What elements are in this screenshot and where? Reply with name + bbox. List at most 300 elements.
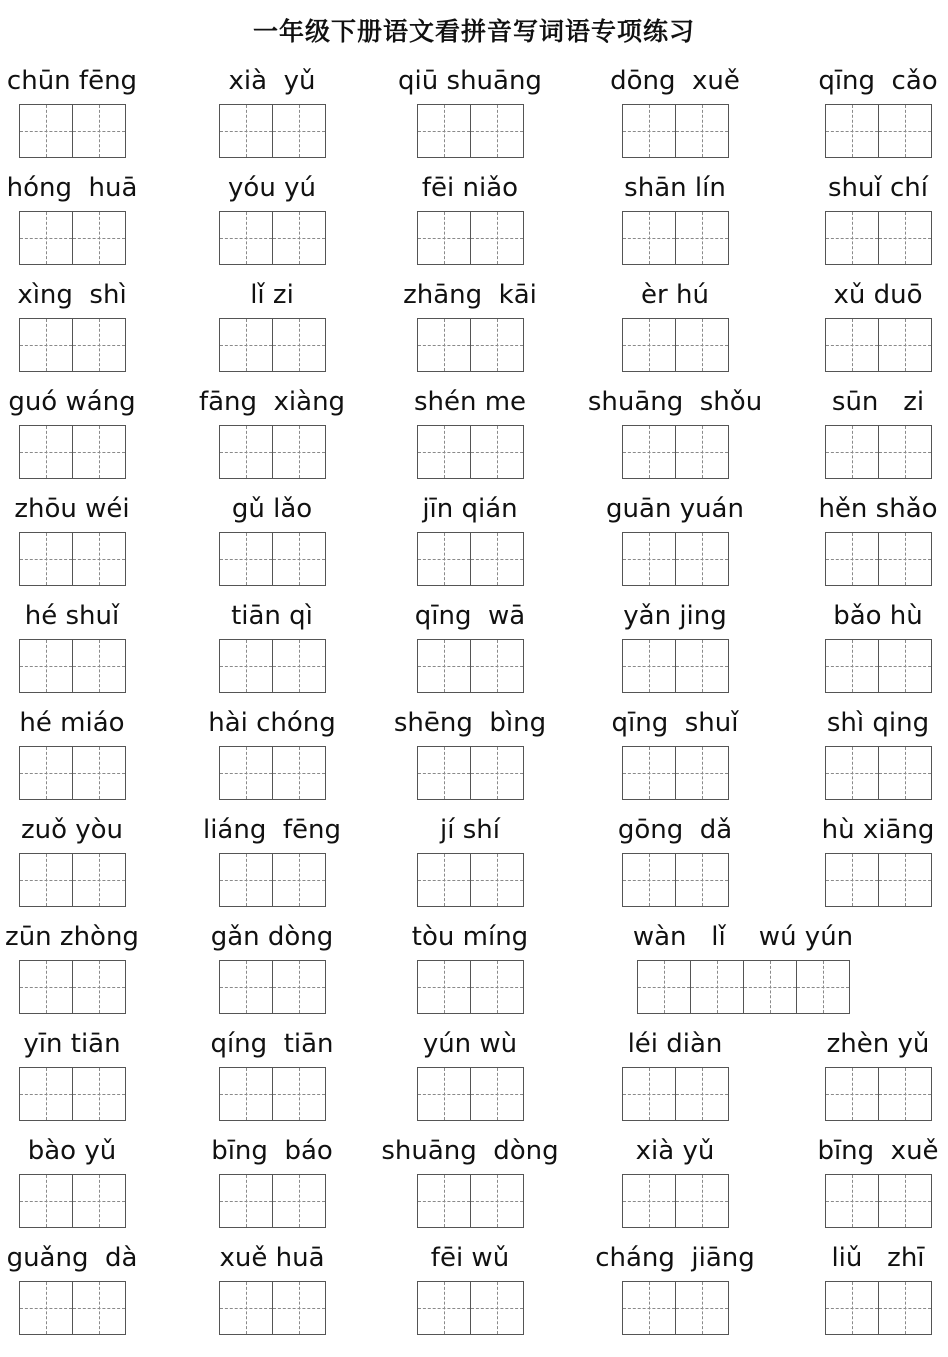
word-item <box>788 813 948 913</box>
writing-grid <box>219 960 326 1014</box>
word-item <box>585 385 765 485</box>
writing-grid <box>19 425 126 479</box>
pinyin-label: bīng báo <box>211 1136 333 1166</box>
tian-zi-box[interactable] <box>622 1281 676 1335</box>
pinyin-label: xià yǔ <box>635 1136 715 1166</box>
writing-grid <box>219 1067 326 1121</box>
writing-grid <box>417 960 524 1014</box>
word-item <box>585 171 765 271</box>
writing-grid <box>19 532 126 586</box>
writing-grid <box>622 1067 729 1121</box>
tian-zi-box[interactable] <box>417 425 471 479</box>
writing-grid <box>622 318 729 372</box>
writing-grid <box>622 211 729 265</box>
exercise-row <box>0 706 948 806</box>
pinyin-label: fēi wǔ <box>430 1243 510 1273</box>
word-item <box>380 1027 560 1127</box>
tian-zi-box[interactable] <box>622 211 676 265</box>
writing-grid <box>19 746 126 800</box>
writing-grid <box>825 532 932 586</box>
tian-zi-box[interactable] <box>417 318 471 372</box>
tian-zi-box[interactable] <box>272 1174 326 1228</box>
pinyin-label: shuǐ chí <box>828 173 928 203</box>
tian-zi-box[interactable] <box>675 1067 729 1121</box>
word-item <box>380 920 560 1020</box>
tian-zi-box[interactable] <box>470 211 524 265</box>
pinyin-label: hài chóng <box>208 708 336 738</box>
writing-grid <box>219 746 326 800</box>
pinyin-label: qīng cǎo <box>818 66 938 96</box>
word-item <box>182 813 362 913</box>
writing-grid <box>622 532 729 586</box>
exercise-row <box>0 64 948 164</box>
tian-zi-box[interactable] <box>470 960 524 1014</box>
writing-grid <box>622 104 729 158</box>
tian-zi-box[interactable] <box>219 960 273 1014</box>
tian-zi-box[interactable] <box>470 104 524 158</box>
tian-zi-box[interactable] <box>272 853 326 907</box>
word-item <box>0 1027 162 1127</box>
writing-grid <box>19 1281 126 1335</box>
writing-grid <box>825 639 932 693</box>
word-item <box>182 171 362 271</box>
tian-zi-box[interactable] <box>19 425 73 479</box>
writing-grid <box>19 1067 126 1121</box>
tian-zi-box[interactable] <box>219 532 273 586</box>
exercise-row <box>0 385 948 485</box>
tian-zi-box[interactable] <box>19 318 73 372</box>
tian-zi-box[interactable] <box>470 853 524 907</box>
tian-zi-box[interactable] <box>219 425 273 479</box>
tian-zi-box[interactable] <box>72 1067 126 1121</box>
tian-zi-box[interactable] <box>417 104 471 158</box>
tian-zi-box[interactable] <box>219 1067 273 1121</box>
pinyin-label: bào yǔ <box>27 1136 117 1166</box>
writing-grid <box>825 1174 932 1228</box>
tian-zi-box[interactable] <box>675 1281 729 1335</box>
tian-zi-box[interactable] <box>825 425 879 479</box>
tian-zi-box[interactable] <box>219 318 273 372</box>
tian-zi-box[interactable] <box>72 104 126 158</box>
tian-zi-box[interactable] <box>825 318 879 372</box>
writing-grid <box>825 853 932 907</box>
tian-zi-box[interactable] <box>72 1281 126 1335</box>
tian-zi-box[interactable] <box>825 532 879 586</box>
word-item <box>788 706 948 806</box>
pinyin-label: hù xiāng <box>821 815 935 845</box>
tian-zi-box[interactable] <box>878 104 932 158</box>
pinyin-label: èr hú <box>641 280 709 310</box>
word-item <box>380 64 560 164</box>
tian-zi-box[interactable] <box>417 639 471 693</box>
pinyin-label: fāng xiàng <box>198 387 346 417</box>
writing-grid <box>622 1174 729 1228</box>
tian-zi-box[interactable] <box>878 211 932 265</box>
tian-zi-box[interactable] <box>19 853 73 907</box>
tian-zi-box[interactable] <box>878 532 932 586</box>
tian-zi-box[interactable] <box>470 318 524 372</box>
pinyin-label: wàn lǐ wú yún <box>632 922 854 952</box>
tian-zi-box[interactable] <box>825 746 879 800</box>
word-item <box>585 64 765 164</box>
word-item <box>182 920 362 1020</box>
pinyin-label: hóng huā <box>6 173 138 203</box>
word-item <box>788 64 948 164</box>
word-item <box>380 706 560 806</box>
tian-zi-box[interactable] <box>72 639 126 693</box>
writing-grid <box>825 318 932 372</box>
pinyin-label: guǎng dà <box>6 1243 138 1273</box>
tian-zi-box[interactable] <box>622 425 676 479</box>
word-item <box>598 920 888 1020</box>
pinyin-label: shān lín <box>624 173 726 203</box>
word-item <box>788 492 948 592</box>
writing-grid <box>637 960 850 1014</box>
tian-zi-box[interactable] <box>878 639 932 693</box>
pinyin-label: zhèn yǔ <box>826 1029 930 1059</box>
writing-grid <box>417 318 524 372</box>
writing-grid <box>825 211 932 265</box>
pinyin-label: xìng shì <box>17 280 127 310</box>
writing-grid <box>219 104 326 158</box>
pinyin-label: gǔ lǎo <box>231 494 313 524</box>
writing-grid <box>219 318 326 372</box>
tian-zi-box[interactable] <box>675 639 729 693</box>
pinyin-label: hěn shǎo <box>818 494 938 524</box>
pinyin-label: qīng shuǐ <box>611 708 739 738</box>
pinyin-label: shuāng shǒu <box>587 387 763 417</box>
writing-grid <box>219 211 326 265</box>
pinyin-label: lǐ zi <box>250 280 294 310</box>
word-item <box>380 599 560 699</box>
exercise-row <box>0 1134 948 1234</box>
tian-zi-box[interactable] <box>470 1281 524 1335</box>
tian-zi-box[interactable] <box>272 746 326 800</box>
pinyin-label: hé shuǐ <box>24 601 120 631</box>
tian-zi-box[interactable] <box>19 1067 73 1121</box>
pinyin-label: yóu yú <box>228 173 316 203</box>
tian-zi-box[interactable] <box>622 746 676 800</box>
writing-grid <box>417 425 524 479</box>
tian-zi-box[interactable] <box>825 104 879 158</box>
tian-zi-box[interactable] <box>470 746 524 800</box>
writing-grid <box>622 425 729 479</box>
writing-grid <box>219 853 326 907</box>
tian-zi-box[interactable] <box>622 104 676 158</box>
writing-grid <box>219 1281 326 1335</box>
word-item <box>0 385 162 485</box>
exercise-row <box>0 492 948 592</box>
word-item <box>182 64 362 164</box>
pinyin-label: liáng fēng <box>202 815 342 845</box>
tian-zi-box[interactable] <box>417 532 471 586</box>
pinyin-label: shén me <box>413 387 527 417</box>
pinyin-label: léi diàn <box>627 1029 723 1059</box>
tian-zi-box[interactable] <box>470 532 524 586</box>
tian-zi-box[interactable] <box>675 746 729 800</box>
pinyin-label: zhāng kāi <box>403 280 537 310</box>
writing-grid <box>219 639 326 693</box>
tian-zi-box[interactable] <box>825 853 879 907</box>
pinyin-label: qiū shuāng <box>398 66 542 96</box>
word-item <box>0 64 162 164</box>
tian-zi-box[interactable] <box>72 746 126 800</box>
writing-grid <box>417 1067 524 1121</box>
pinyin-label: yǎn jing <box>623 601 727 631</box>
tian-zi-box[interactable] <box>622 318 676 372</box>
tian-zi-box[interactable] <box>878 1067 932 1121</box>
writing-grid <box>417 1281 524 1335</box>
pinyin-label: qīng wā <box>414 601 526 631</box>
pinyin-label: yīn tiān <box>23 1029 121 1059</box>
word-item <box>585 1241 765 1341</box>
word-item <box>585 1027 765 1127</box>
word-item <box>788 1027 948 1127</box>
word-item <box>585 706 765 806</box>
pinyin-label: xuě huā <box>219 1243 325 1273</box>
tian-zi-box[interactable] <box>417 1174 471 1228</box>
tian-zi-box[interactable] <box>72 318 126 372</box>
word-item <box>585 813 765 913</box>
tian-zi-box[interactable] <box>219 104 273 158</box>
writing-grid <box>825 104 932 158</box>
pinyin-label: gǎn dòng <box>210 922 334 952</box>
word-item <box>788 1241 948 1341</box>
exercise-row <box>0 813 948 913</box>
tian-zi-box[interactable] <box>878 853 932 907</box>
pinyin-label: sūn zi <box>831 387 925 417</box>
tian-zi-box[interactable] <box>825 1067 879 1121</box>
pinyin-label: hé miáo <box>19 708 125 738</box>
tian-zi-box[interactable] <box>675 211 729 265</box>
word-item <box>182 599 362 699</box>
exercise-row <box>0 920 948 1020</box>
writing-grid <box>622 639 729 693</box>
tian-zi-box[interactable] <box>417 853 471 907</box>
pinyin-label: shuāng dòng <box>381 1136 559 1166</box>
tian-zi-box[interactable] <box>417 960 471 1014</box>
tian-zi-box[interactable] <box>675 104 729 158</box>
tian-zi-box[interactable] <box>417 746 471 800</box>
word-item <box>0 1134 162 1234</box>
tian-zi-box[interactable] <box>675 318 729 372</box>
tian-zi-box[interactable] <box>637 960 691 1014</box>
tian-zi-box[interactable] <box>72 211 126 265</box>
word-item <box>380 385 560 485</box>
word-item <box>182 1241 362 1341</box>
word-item <box>380 278 560 378</box>
pinyin-label: tòu míng <box>411 922 529 952</box>
word-item <box>0 278 162 378</box>
tian-zi-box[interactable] <box>622 853 676 907</box>
tian-zi-box[interactable] <box>470 1174 524 1228</box>
tian-zi-box[interactable] <box>19 746 73 800</box>
pinyin-label: dōng xuě <box>610 66 740 96</box>
writing-grid <box>417 104 524 158</box>
tian-zi-box[interactable] <box>878 1281 932 1335</box>
writing-grid <box>825 1067 932 1121</box>
tian-zi-box[interactable] <box>417 1281 471 1335</box>
tian-zi-box[interactable] <box>675 425 729 479</box>
tian-zi-box[interactable] <box>19 532 73 586</box>
pinyin-label: qíng tiān <box>210 1029 334 1059</box>
tian-zi-box[interactable] <box>19 1281 73 1335</box>
pinyin-label: guó wáng <box>8 387 136 417</box>
word-item <box>0 813 162 913</box>
writing-grid <box>19 211 126 265</box>
tian-zi-box[interactable] <box>219 1281 273 1335</box>
pinyin-label: zūn zhòng <box>5 922 139 952</box>
tian-zi-box[interactable] <box>675 853 729 907</box>
tian-zi-box[interactable] <box>219 746 273 800</box>
writing-grid <box>417 639 524 693</box>
writing-grid <box>219 425 326 479</box>
word-item <box>585 492 765 592</box>
word-item <box>380 171 560 271</box>
pinyin-label: jí shí <box>440 815 500 845</box>
word-item <box>788 278 948 378</box>
tian-zi-box[interactable] <box>72 425 126 479</box>
tian-zi-box[interactable] <box>675 532 729 586</box>
writing-grid <box>825 1281 932 1335</box>
writing-grid <box>19 318 126 372</box>
tian-zi-box[interactable] <box>272 532 326 586</box>
tian-zi-box[interactable] <box>72 532 126 586</box>
word-item <box>788 171 948 271</box>
word-item <box>585 599 765 699</box>
tian-zi-box[interactable] <box>219 211 273 265</box>
pinyin-label: xià yǔ <box>228 66 316 96</box>
writing-grid <box>622 853 729 907</box>
tian-zi-box[interactable] <box>417 211 471 265</box>
exercise-row <box>0 1027 948 1127</box>
pinyin-label: shēng bìng <box>393 708 547 738</box>
tian-zi-box[interactable] <box>72 1174 126 1228</box>
tian-zi-box[interactable] <box>825 211 879 265</box>
writing-grid <box>825 425 932 479</box>
tian-zi-box[interactable] <box>825 1174 879 1228</box>
pinyin-label: xǔ duō <box>833 280 923 310</box>
tian-zi-box[interactable] <box>622 639 676 693</box>
tian-zi-box[interactable] <box>878 746 932 800</box>
tian-zi-box[interactable] <box>19 1174 73 1228</box>
word-item <box>182 385 362 485</box>
tian-zi-box[interactable] <box>72 960 126 1014</box>
pinyin-label: zuǒ yòu <box>20 815 124 845</box>
tian-zi-box[interactable] <box>878 425 932 479</box>
word-item <box>380 1241 560 1341</box>
writing-grid <box>19 639 126 693</box>
writing-grid <box>417 1174 524 1228</box>
tian-zi-box[interactable] <box>470 639 524 693</box>
tian-zi-box[interactable] <box>417 1067 471 1121</box>
writing-grid <box>219 1174 326 1228</box>
word-item <box>380 492 560 592</box>
pinyin-label: shì qing <box>826 708 930 738</box>
word-item <box>182 1027 362 1127</box>
tian-zi-box[interactable] <box>72 853 126 907</box>
tian-zi-box[interactable] <box>690 960 744 1014</box>
pinyin-label: gōng dǎ <box>617 815 733 845</box>
word-item <box>788 599 948 699</box>
writing-grid <box>825 746 932 800</box>
word-item <box>380 1134 560 1234</box>
pinyin-label: zhōu wéi <box>14 494 130 524</box>
writing-grid <box>417 211 524 265</box>
tian-zi-box[interactable] <box>272 639 326 693</box>
word-item <box>0 706 162 806</box>
tian-zi-box[interactable] <box>878 318 932 372</box>
writing-grid <box>19 1174 126 1228</box>
pinyin-label: liǔ zhī <box>831 1243 925 1273</box>
tian-zi-box[interactable] <box>19 211 73 265</box>
word-item <box>0 171 162 271</box>
tian-zi-box[interactable] <box>675 1174 729 1228</box>
pinyin-label: guān yuán <box>606 494 744 524</box>
tian-zi-box[interactable] <box>622 1174 676 1228</box>
writing-grid <box>19 960 126 1014</box>
tian-zi-box[interactable] <box>470 1067 524 1121</box>
tian-zi-box[interactable] <box>825 1281 879 1335</box>
tian-zi-box[interactable] <box>19 104 73 158</box>
word-item <box>380 813 560 913</box>
pinyin-label: cháng jiāng <box>595 1243 755 1273</box>
writing-grid <box>19 104 126 158</box>
tian-zi-box[interactable] <box>219 639 273 693</box>
tian-zi-box[interactable] <box>743 960 797 1014</box>
exercise-row <box>0 599 948 699</box>
word-item <box>182 492 362 592</box>
tian-zi-box[interactable] <box>796 960 850 1014</box>
tian-zi-box[interactable] <box>19 960 73 1014</box>
pinyin-label: tiān qì <box>231 601 313 631</box>
exercise-row <box>0 278 948 378</box>
pinyin-label: jīn qián <box>422 494 518 524</box>
tian-zi-box[interactable] <box>470 425 524 479</box>
tian-zi-box[interactable] <box>622 1067 676 1121</box>
tian-zi-box[interactable] <box>19 639 73 693</box>
tian-zi-box[interactable] <box>272 425 326 479</box>
pinyin-label: chūn fēng <box>6 66 138 96</box>
word-item <box>585 1134 765 1234</box>
writing-grid <box>622 746 729 800</box>
tian-zi-box[interactable] <box>878 1174 932 1228</box>
tian-zi-box[interactable] <box>219 1174 273 1228</box>
writing-grid <box>219 532 326 586</box>
tian-zi-box[interactable] <box>272 211 326 265</box>
word-item <box>585 278 765 378</box>
tian-zi-box[interactable] <box>272 1281 326 1335</box>
tian-zi-box[interactable] <box>272 318 326 372</box>
writing-grid <box>622 1281 729 1335</box>
pinyin-label: bīng xuě <box>817 1136 939 1166</box>
pinyin-label: yún wù <box>422 1029 518 1059</box>
tian-zi-box[interactable] <box>272 1067 326 1121</box>
exercise-row <box>0 171 948 271</box>
tian-zi-box[interactable] <box>622 532 676 586</box>
tian-zi-box[interactable] <box>272 960 326 1014</box>
tian-zi-box[interactable] <box>825 639 879 693</box>
word-item <box>788 385 948 485</box>
word-item <box>0 920 162 1020</box>
tian-zi-box[interactable] <box>272 104 326 158</box>
tian-zi-box[interactable] <box>219 853 273 907</box>
word-item <box>788 1134 948 1234</box>
word-item <box>182 706 362 806</box>
word-item <box>0 492 162 592</box>
writing-grid <box>417 532 524 586</box>
word-item <box>0 599 162 699</box>
